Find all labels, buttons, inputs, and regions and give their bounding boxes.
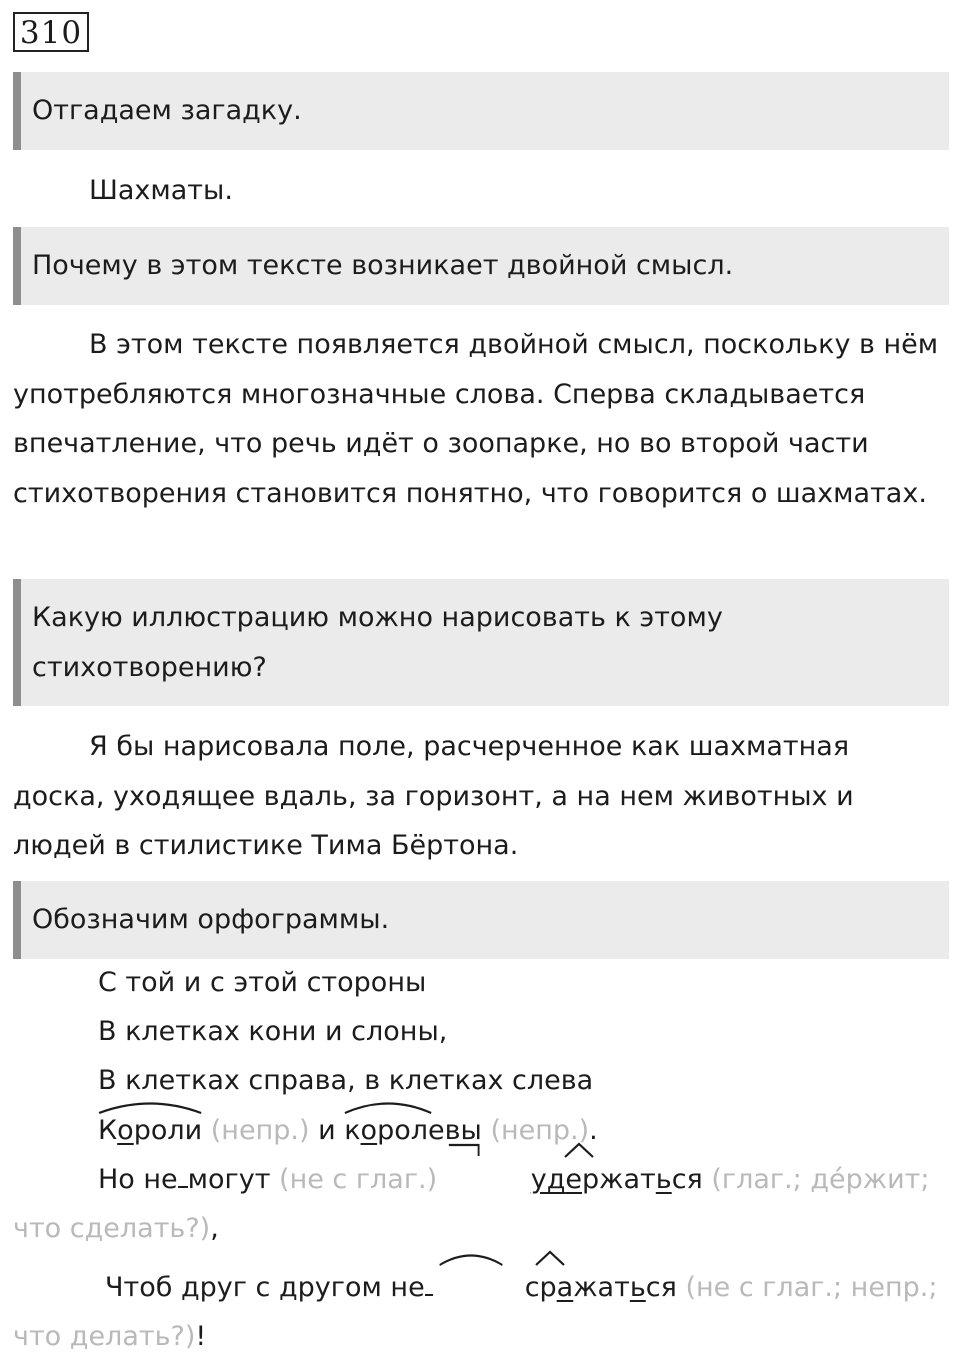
question-box-4 bbox=[13, 881, 949, 959]
suffix-mark-icon bbox=[535, 1250, 565, 1266]
word-part: ся bbox=[645, 1272, 677, 1303]
word-part: ся bbox=[671, 1164, 703, 1195]
orthogram-letter: ь bbox=[629, 1272, 646, 1303]
word-srazhatsya bbox=[433, 1263, 677, 1312]
word-part: ржат bbox=[582, 1164, 656, 1195]
suffix-mark-icon bbox=[564, 1142, 594, 1158]
word-part: жат bbox=[573, 1272, 630, 1303]
grammar-note: (непр.) bbox=[210, 1115, 310, 1146]
word-part: ролевы bbox=[377, 1115, 482, 1146]
root-arc-icon bbox=[98, 1098, 202, 1114]
question-text: Обозначим орфограммы. bbox=[32, 904, 390, 935]
question-text: Почему в этом тексте возникает двойной смысл. bbox=[32, 250, 734, 281]
answer-text: Шахматы. bbox=[89, 175, 233, 206]
line-text: Чтоб друг с другом не bbox=[105, 1272, 425, 1303]
orthogram-letter: а bbox=[556, 1272, 574, 1303]
line-text: Но не bbox=[98, 1164, 178, 1195]
separate-spelling-mark bbox=[425, 1268, 433, 1296]
poem-line-1: С той и с этой стороны bbox=[98, 967, 427, 998]
word-koroli bbox=[98, 1111, 202, 1151]
grammar-note: (непр.) bbox=[490, 1115, 590, 1146]
answer-text: Я бы нарисовала поле, расчерченное как шахматная доска, уходящее вдаль, за горизонт, а на нем животных и людей в стилистике Тима Бёртона. bbox=[13, 731, 854, 861]
orthogram-letter: е bbox=[565, 1164, 583, 1195]
punctuation: , bbox=[210, 1213, 219, 1244]
question-text: Какую иллюстрацию можно нарисовать к этому стихотворению? bbox=[32, 602, 723, 683]
question-box-3 bbox=[13, 579, 949, 706]
word-part: уд bbox=[530, 1164, 566, 1195]
grammar-note: (не с глаг.) bbox=[279, 1164, 438, 1195]
conjunction: и bbox=[318, 1115, 336, 1146]
question-box-1 bbox=[13, 72, 949, 150]
question-box-2 bbox=[13, 227, 949, 305]
verb: могут bbox=[187, 1164, 271, 1195]
poem-line-5 bbox=[13, 1155, 953, 1253]
grammar-note: (глаг.; де́ржит; что сделать?) bbox=[13, 1164, 930, 1244]
answer-text: В этом тексте появляется двойной смысл, поскольку в нём употребляются многозначные слова. Сперва складывается впечатление, что речь идёт о зоопарке, но во второй части стихотворения становится понятно, что говорится о шахматах. bbox=[13, 329, 939, 509]
poem-line-4 bbox=[98, 1111, 598, 1151]
grammar-note: (не с глаг.; непр.; что делать?) bbox=[13, 1272, 938, 1352]
word-uderzhatsya bbox=[446, 1155, 703, 1204]
orthogram-letter: о bbox=[117, 1115, 134, 1146]
word-part: ср bbox=[524, 1272, 557, 1303]
root-arc-icon bbox=[439, 1250, 503, 1266]
word-part: К bbox=[98, 1115, 118, 1146]
word-part: роли bbox=[133, 1115, 203, 1146]
poem-line-6 bbox=[13, 1263, 953, 1361]
exercise-number: 310 bbox=[13, 12, 89, 52]
punctuation: . bbox=[589, 1115, 598, 1146]
separate-spelling-mark bbox=[178, 1160, 188, 1188]
poem-line-3: В клетках справа, в клетках слева bbox=[98, 1065, 594, 1096]
punctuation: ! bbox=[195, 1321, 207, 1352]
word-part: к bbox=[344, 1115, 361, 1146]
root-arc-icon bbox=[344, 1098, 432, 1114]
orthogram-letter: о bbox=[360, 1115, 378, 1146]
prefix-mark-icon bbox=[448, 1142, 482, 1158]
question-text: Отгадаем загадку. bbox=[32, 95, 302, 126]
orthogram-letter: ь bbox=[655, 1164, 672, 1195]
poem-line-2: В клетках кони и слоны, bbox=[98, 1016, 448, 1047]
